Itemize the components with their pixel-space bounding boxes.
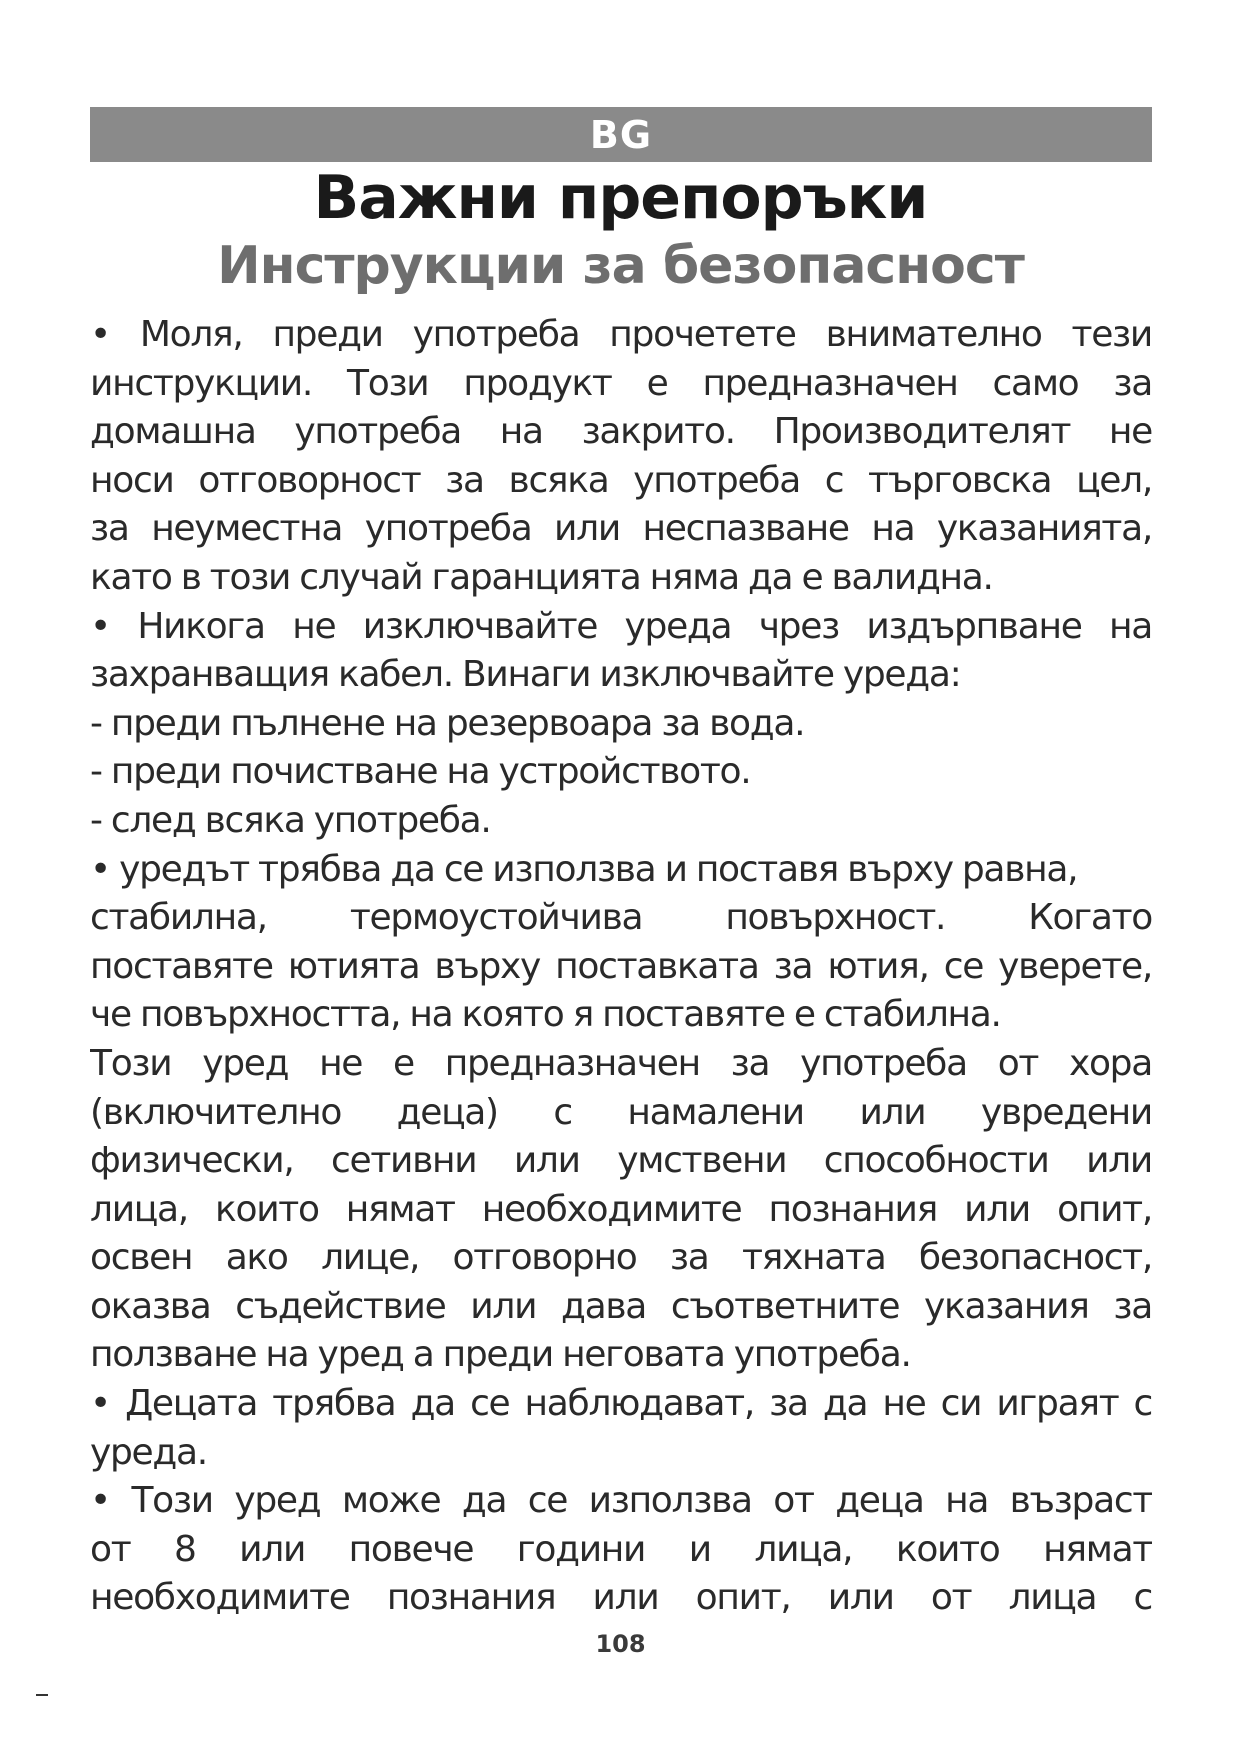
text-line: за неуместна употреба или неспазване на указанията, <box>90 508 1152 550</box>
text-line: от 8 или повече години и лица, които нямат <box>90 1528 1152 1570</box>
text-line: носи отговорност за всяка употреба с търговска цел, <box>90 459 1152 501</box>
language-bar <box>90 107 1152 162</box>
safety-instructions-text <box>90 311 1152 1623</box>
text-line: Този уред не е предназначен за употреба от хора <box>90 1042 1152 1084</box>
text-line: уреда. <box>90 1431 207 1473</box>
page-number: 108 <box>595 1630 646 1658</box>
language-code: BG <box>589 112 653 157</box>
text-line: че повърхността, на която я поставяте е стабилна. <box>90 994 1001 1036</box>
text-line: инструкции. Този продукт е предназначен само за <box>90 362 1152 404</box>
text-line: • Моля, преди употреба прочетете внимателно тези <box>90 314 1152 355</box>
text-line: физически, сетивни или умствени способности или <box>90 1140 1152 1182</box>
text-line: (включително деца) с намалени или увредени <box>90 1091 1152 1133</box>
text-line: лица, които нямат необходимите познания или опит, <box>90 1188 1152 1230</box>
text-line: • Този уред може да се използва от деца на възраст <box>90 1480 1152 1522</box>
text-line: - преди почистване на устройството. <box>90 751 751 793</box>
text-line: - преди пълнене на резервоара за вода. <box>90 702 805 744</box>
page-title: Важни препоръки <box>313 163 928 233</box>
text-line: стабилна, термоустойчива повърхност. Когато <box>90 897 1152 939</box>
text-line: като в този случай гаранцията няма да е валидна. <box>90 556 993 598</box>
text-line: освен ако лице, отговорно за тяхната безопасност, <box>90 1237 1152 1279</box>
text-line: • Децата трябва да се наблюдават, за да не си играят с <box>90 1383 1152 1425</box>
text-line: поставяте ютията върху поставката за ютия, се уверете, <box>90 945 1152 987</box>
text-line: необходимите познания или опит, или от лица с <box>90 1577 1152 1619</box>
text-line: оказва съдействие или дава съответните указания за <box>90 1285 1152 1327</box>
text-line: • уредът трябва да се използва и поставя върху равна, <box>90 848 1078 890</box>
text-line: домашна употреба на закрито. Производителят не <box>90 411 1152 453</box>
text-line: • Никога не изключвайте уреда чрез издърпване на <box>90 605 1152 647</box>
corner-mark <box>36 1694 48 1696</box>
text-line: - след всяка употреба. <box>90 799 491 841</box>
page-subtitle: Инструкции за безопасност <box>217 236 1024 296</box>
text-line: ползване на уред а преди неговата употреба. <box>90 1334 911 1376</box>
text-line: захранващия кабел. Винаги изключвайте уреда: <box>90 654 961 696</box>
